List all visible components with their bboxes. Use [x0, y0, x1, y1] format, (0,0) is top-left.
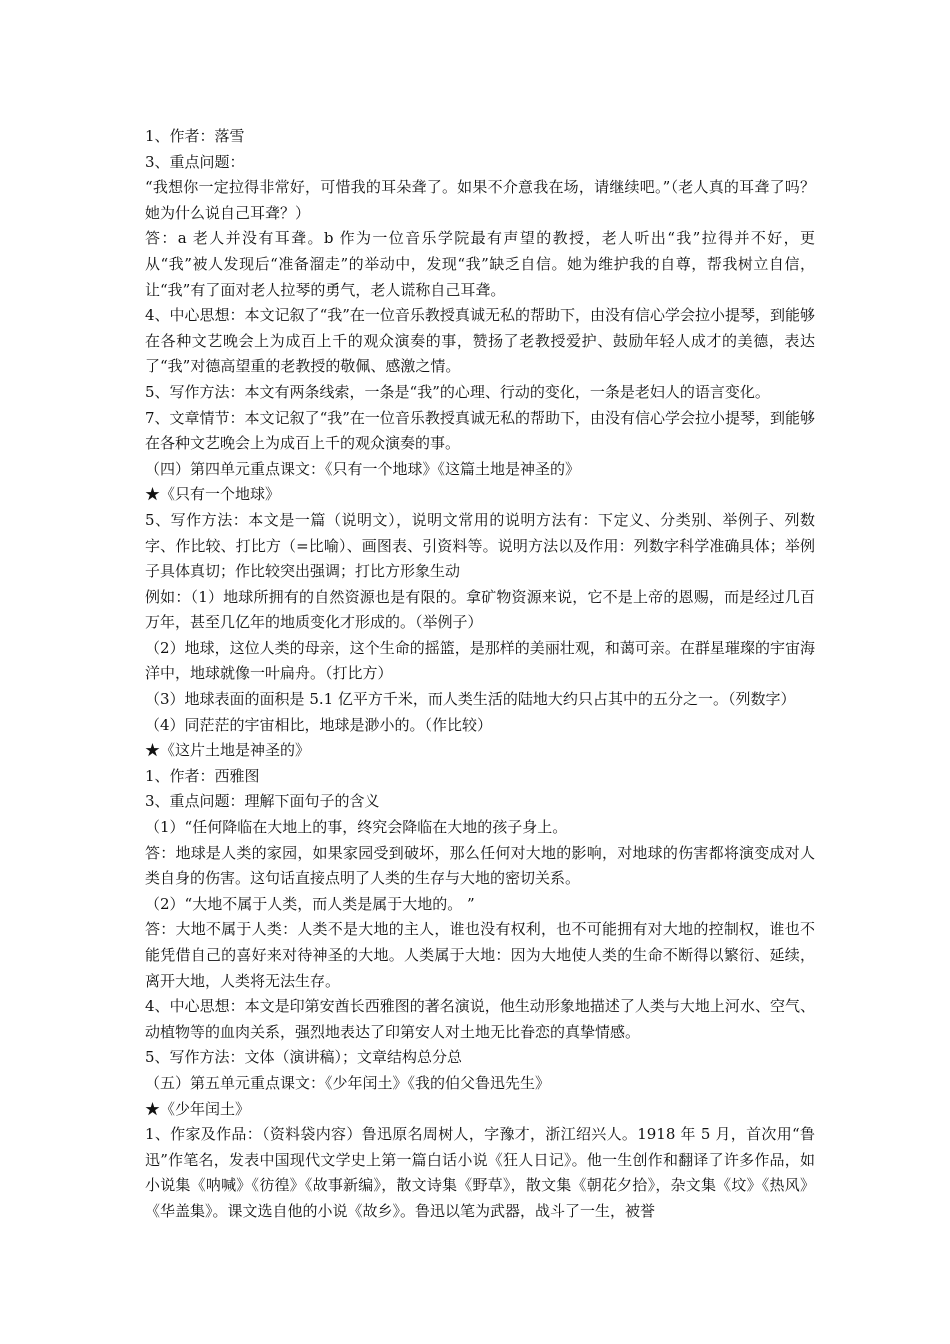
paragraph: （五）第五单元重点课文：《少年闰土》《我的伯父鲁迅先生》	[145, 1073, 551, 1092]
paragraph: ★《这片土地是神圣的》	[145, 741, 311, 760]
paragraph: 5、写作方法：本文是一篇（说明文），说明文常用的说明方法有：下定义、分类别、举例子、列数字、作比较、打比方（=比喻）、画图表、引资料等。说明方法以及作用：列数字科学准确具体；举例子具体真切；作比较突出强调；打比方形象生动	[145, 510, 815, 581]
paragraph: （2）“大地不属于人类，而人类是属于大地的。 ”	[145, 894, 475, 913]
paragraph: （3）地球表面的面积是 5.1 亿平方千米，而人类生活的陆地大约只占其中的五分之一。（列数字）	[145, 690, 796, 709]
paragraph: 答：地球是人类的家园，如果家园受到破坏，那么任何对大地的影响，对地球的伤害都将演变成对人类自身的伤害。这句话直接点明了人类的生存与大地的密切关系。	[145, 843, 815, 888]
paragraph: 例如：（1）地球所拥有的自然资源也是有限的。拿矿物资源来说，它不是上帝的恩赐，而是经过几百万年，甚至几亿年的地质变化才形成的。（举例子）	[145, 587, 815, 632]
paragraph: ★《只有一个地球》	[145, 485, 281, 504]
document-body	[145, 124, 815, 1225]
paragraph: 5、写作方法：本文有两条线索，一条是“我”的心理、行动的变化，一条是老妇人的语言变化。	[145, 382, 770, 401]
paragraph: （2）地球，这位人类的母亲，这个生命的摇篮，是那样的美丽壮观，和蔼可亲。在群星璀璨的宇宙海洋中，地球就像一叶扁舟。（打比方）	[145, 638, 815, 683]
paragraph: （4）同茫茫的宇宙相比，地球是渺小的。（作比较）	[145, 715, 493, 734]
paragraph: 答：大地不属于人类：人类不是大地的主人，谁也没有权利，也不可能拥有对大地的控制权，谁也不能凭借自己的喜好来对待神圣的大地。人类属于大地：因为大地使人类的生命不断得以繁衍、延续，离开大地，人类将无法生存。	[145, 920, 815, 990]
paragraph: 4、中心思想：本文是印第安酋长西雅图的著名演说，他生动形象地描述了人类与大地上河水、空气、动植物等的血肉关系，强烈地表达了印第安人对土地无比眷恋的真挚情感。	[145, 997, 815, 1041]
paragraph: 3、重点问题：理解下面句子的含义	[145, 792, 380, 811]
paragraph: （1）“任何降临在大地上的事，终究会降临在大地的孩子身上。	[145, 818, 568, 837]
paragraph: 7、文章情节：本文记叙了“我”在一位音乐教授真诚无私的帮助下，由没有信心学会拉小提琴，到能够在各种文艺晚会上为成百上千的观众演奏的事。	[145, 408, 815, 453]
paragraph: 5、写作方法：文体（演讲稿）；文章结构总分总	[145, 1048, 463, 1067]
paragraph: 答：a 老人并没有耳聋。b 作为一位音乐学院最有声望的教授，老人听出“我”拉得并不好，更从“我”被人发现后“准备溜走”的举动中，发现“我”缺乏自信。她为维护我的自尊，帮我树立自信，让“我”有了面对老人拉琴的勇气，老人谎称自己耳聋。	[145, 229, 815, 299]
paragraph: （四）第四单元重点课文：《只有一个地球》《这篇土地是神圣的》	[145, 459, 581, 478]
paragraph: 3、重点问题：	[145, 152, 245, 171]
paragraph: 1、作者：落雪	[145, 127, 245, 145]
paragraph: ★《少年闰土》	[145, 1099, 251, 1118]
paragraph: 4、中心思想：本文记叙了“我”在一位音乐教授真诚无私的帮助下，由没有信心学会拉小提琴，到能够在各种文艺晚会上为成百上千的观众演奏的事，赞扬了老教授爱护、鼓励年轻人成才的美德，表达了“我”对德高望重的老教授的敬佩、感激之情。	[145, 306, 815, 376]
paragraph: “我想你一定拉得非常好，可惜我的耳朵聋了。如果不介意我在场，请继续吧。”（老人真的耳聋了吗？她为什么说自己耳聋？）	[145, 178, 815, 222]
paragraph: 1、作者：西雅图	[145, 766, 260, 785]
paragraph: 1、作家及作品：（资料袋内容）鲁迅原名周树人，字豫才，浙江绍兴人。1918 年 5 月，首次用“鲁迅”作笔名，发表中国现代文学史上第一篇白话小说《狂人日记》。他一生创作和翻译了许多作品，如小说集《呐喊》《彷徨》《故事新编》，散文诗集《野草》，散文集《朝花夕拾》，杂文集《坟》《热风》《华盖集》。课文选自他的小说《故乡》。鲁迅以笔为武器，战斗了一生，被誉	[145, 1125, 815, 1220]
